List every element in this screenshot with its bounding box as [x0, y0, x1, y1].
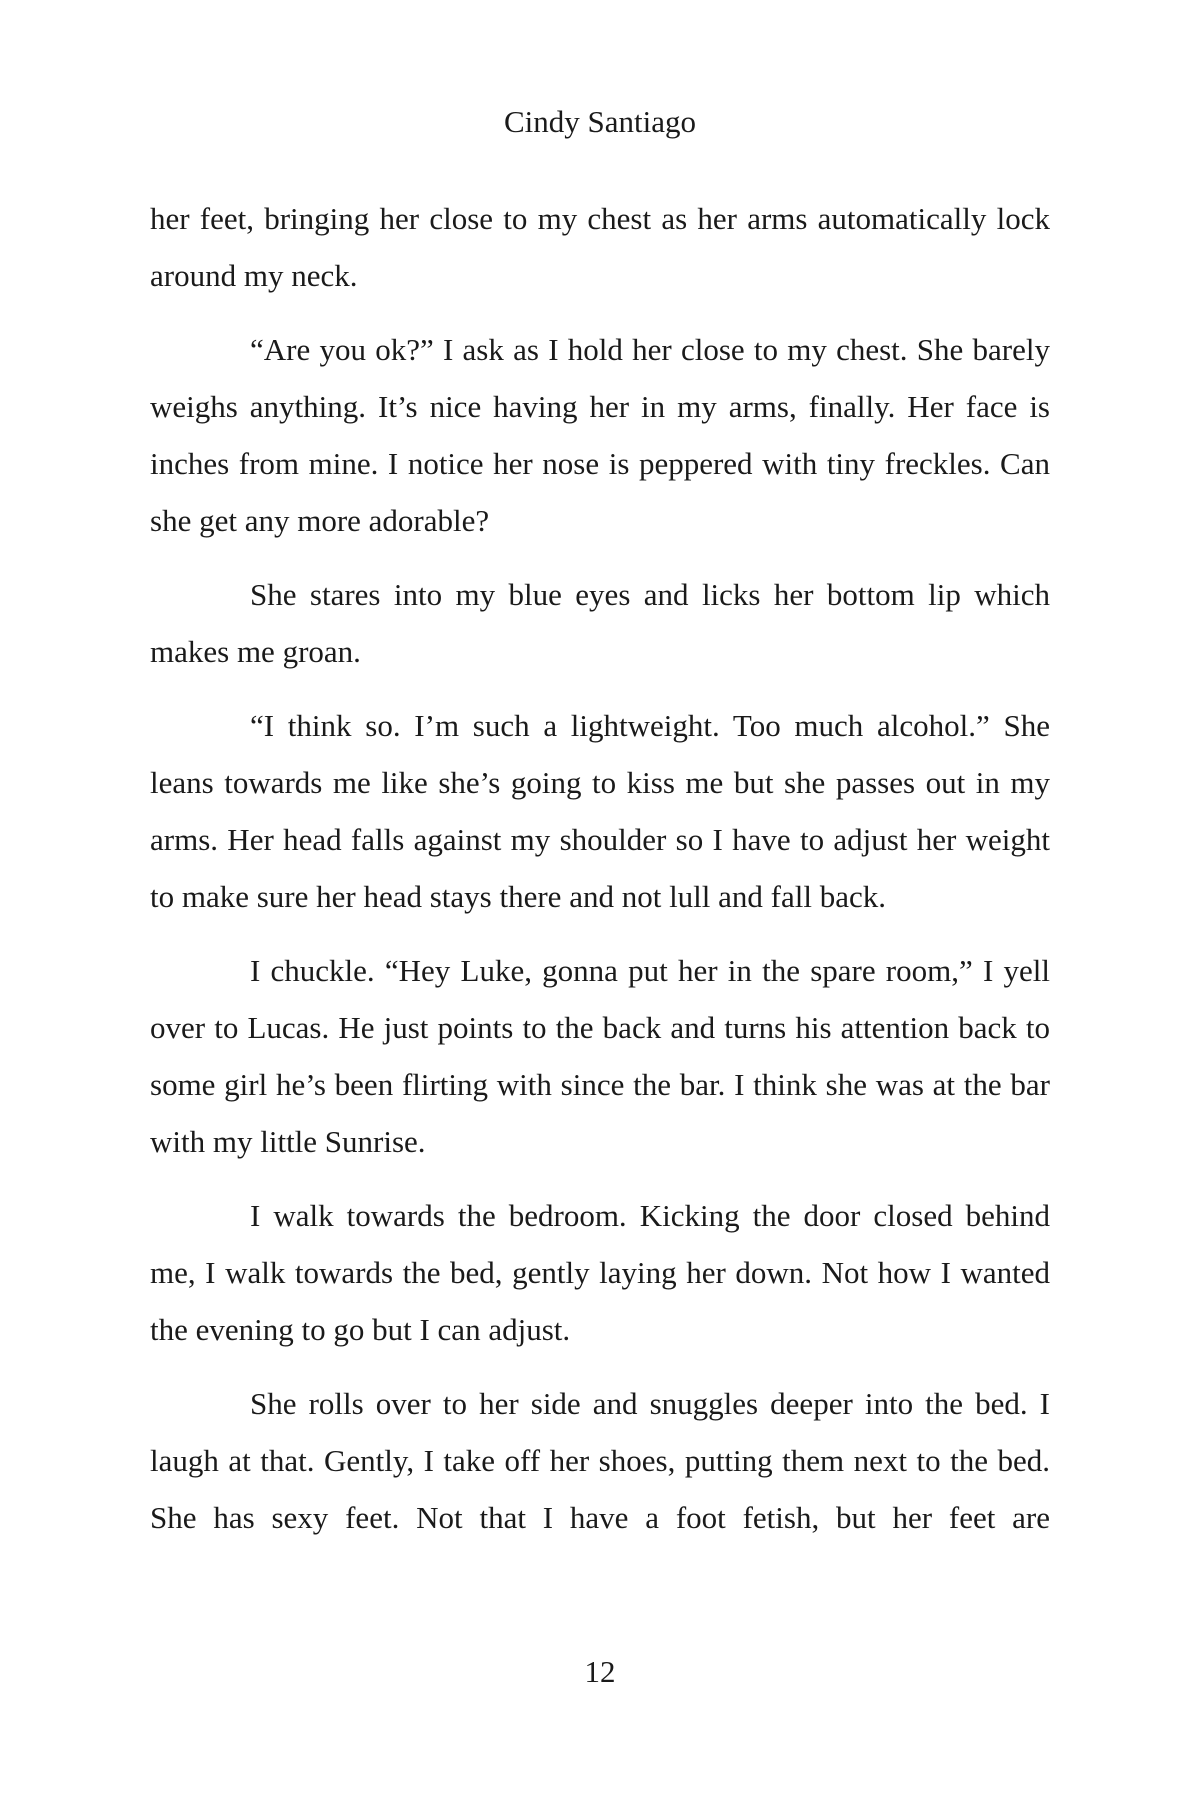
paragraph: “Are you ok?” I ask as I hold her close to my chest. She barely weighs anything. It’s nice having her in my arms, finally. Her face is inches from mine. I notice her nose is peppered with tiny freckles. Can she get any more adorable?: [150, 332, 1050, 538]
page-body: [150, 190, 1050, 1563]
paragraph: “I think so. I’m such a lightweight. Too much alcohol.” She leans towards me like she’s going to kiss me but she passes out in my arms. Her head falls against my shoulder so I have to adjust her weight to make sure her head stays there and not lull and fall back.: [150, 708, 1050, 914]
running-header-author: Cindy Santiago: [503, 104, 697, 139]
page-number: 12: [584, 1654, 616, 1689]
paragraph: her feet, bringing her close to my chest as her arms automatically lock around my neck.: [150, 201, 1050, 293]
paragraph: She rolls over to her side and snuggles deeper into the bed. I laugh at that. Gently, I take off her shoes, putting them next to the bed. She has sexy feet. Not that I have a foot fetish, but her feet are: [150, 1386, 1050, 1535]
paragraph: She stares into my blue eyes and licks her bottom lip which makes me groan.: [150, 577, 1050, 669]
paragraph: I chuckle. “Hey Luke, gonna put her in the spare room,” I yell over to Lucas. He just points to the back and turns his attention back to some girl he’s been flirting with since the bar. I think she was at the bar with my little Sunrise.: [150, 953, 1050, 1159]
paragraph: I walk towards the bedroom. Kicking the door closed behind me, I walk towards the bed, gently laying her down. Not how I wanted the evening to go but I can adjust.: [150, 1198, 1050, 1347]
